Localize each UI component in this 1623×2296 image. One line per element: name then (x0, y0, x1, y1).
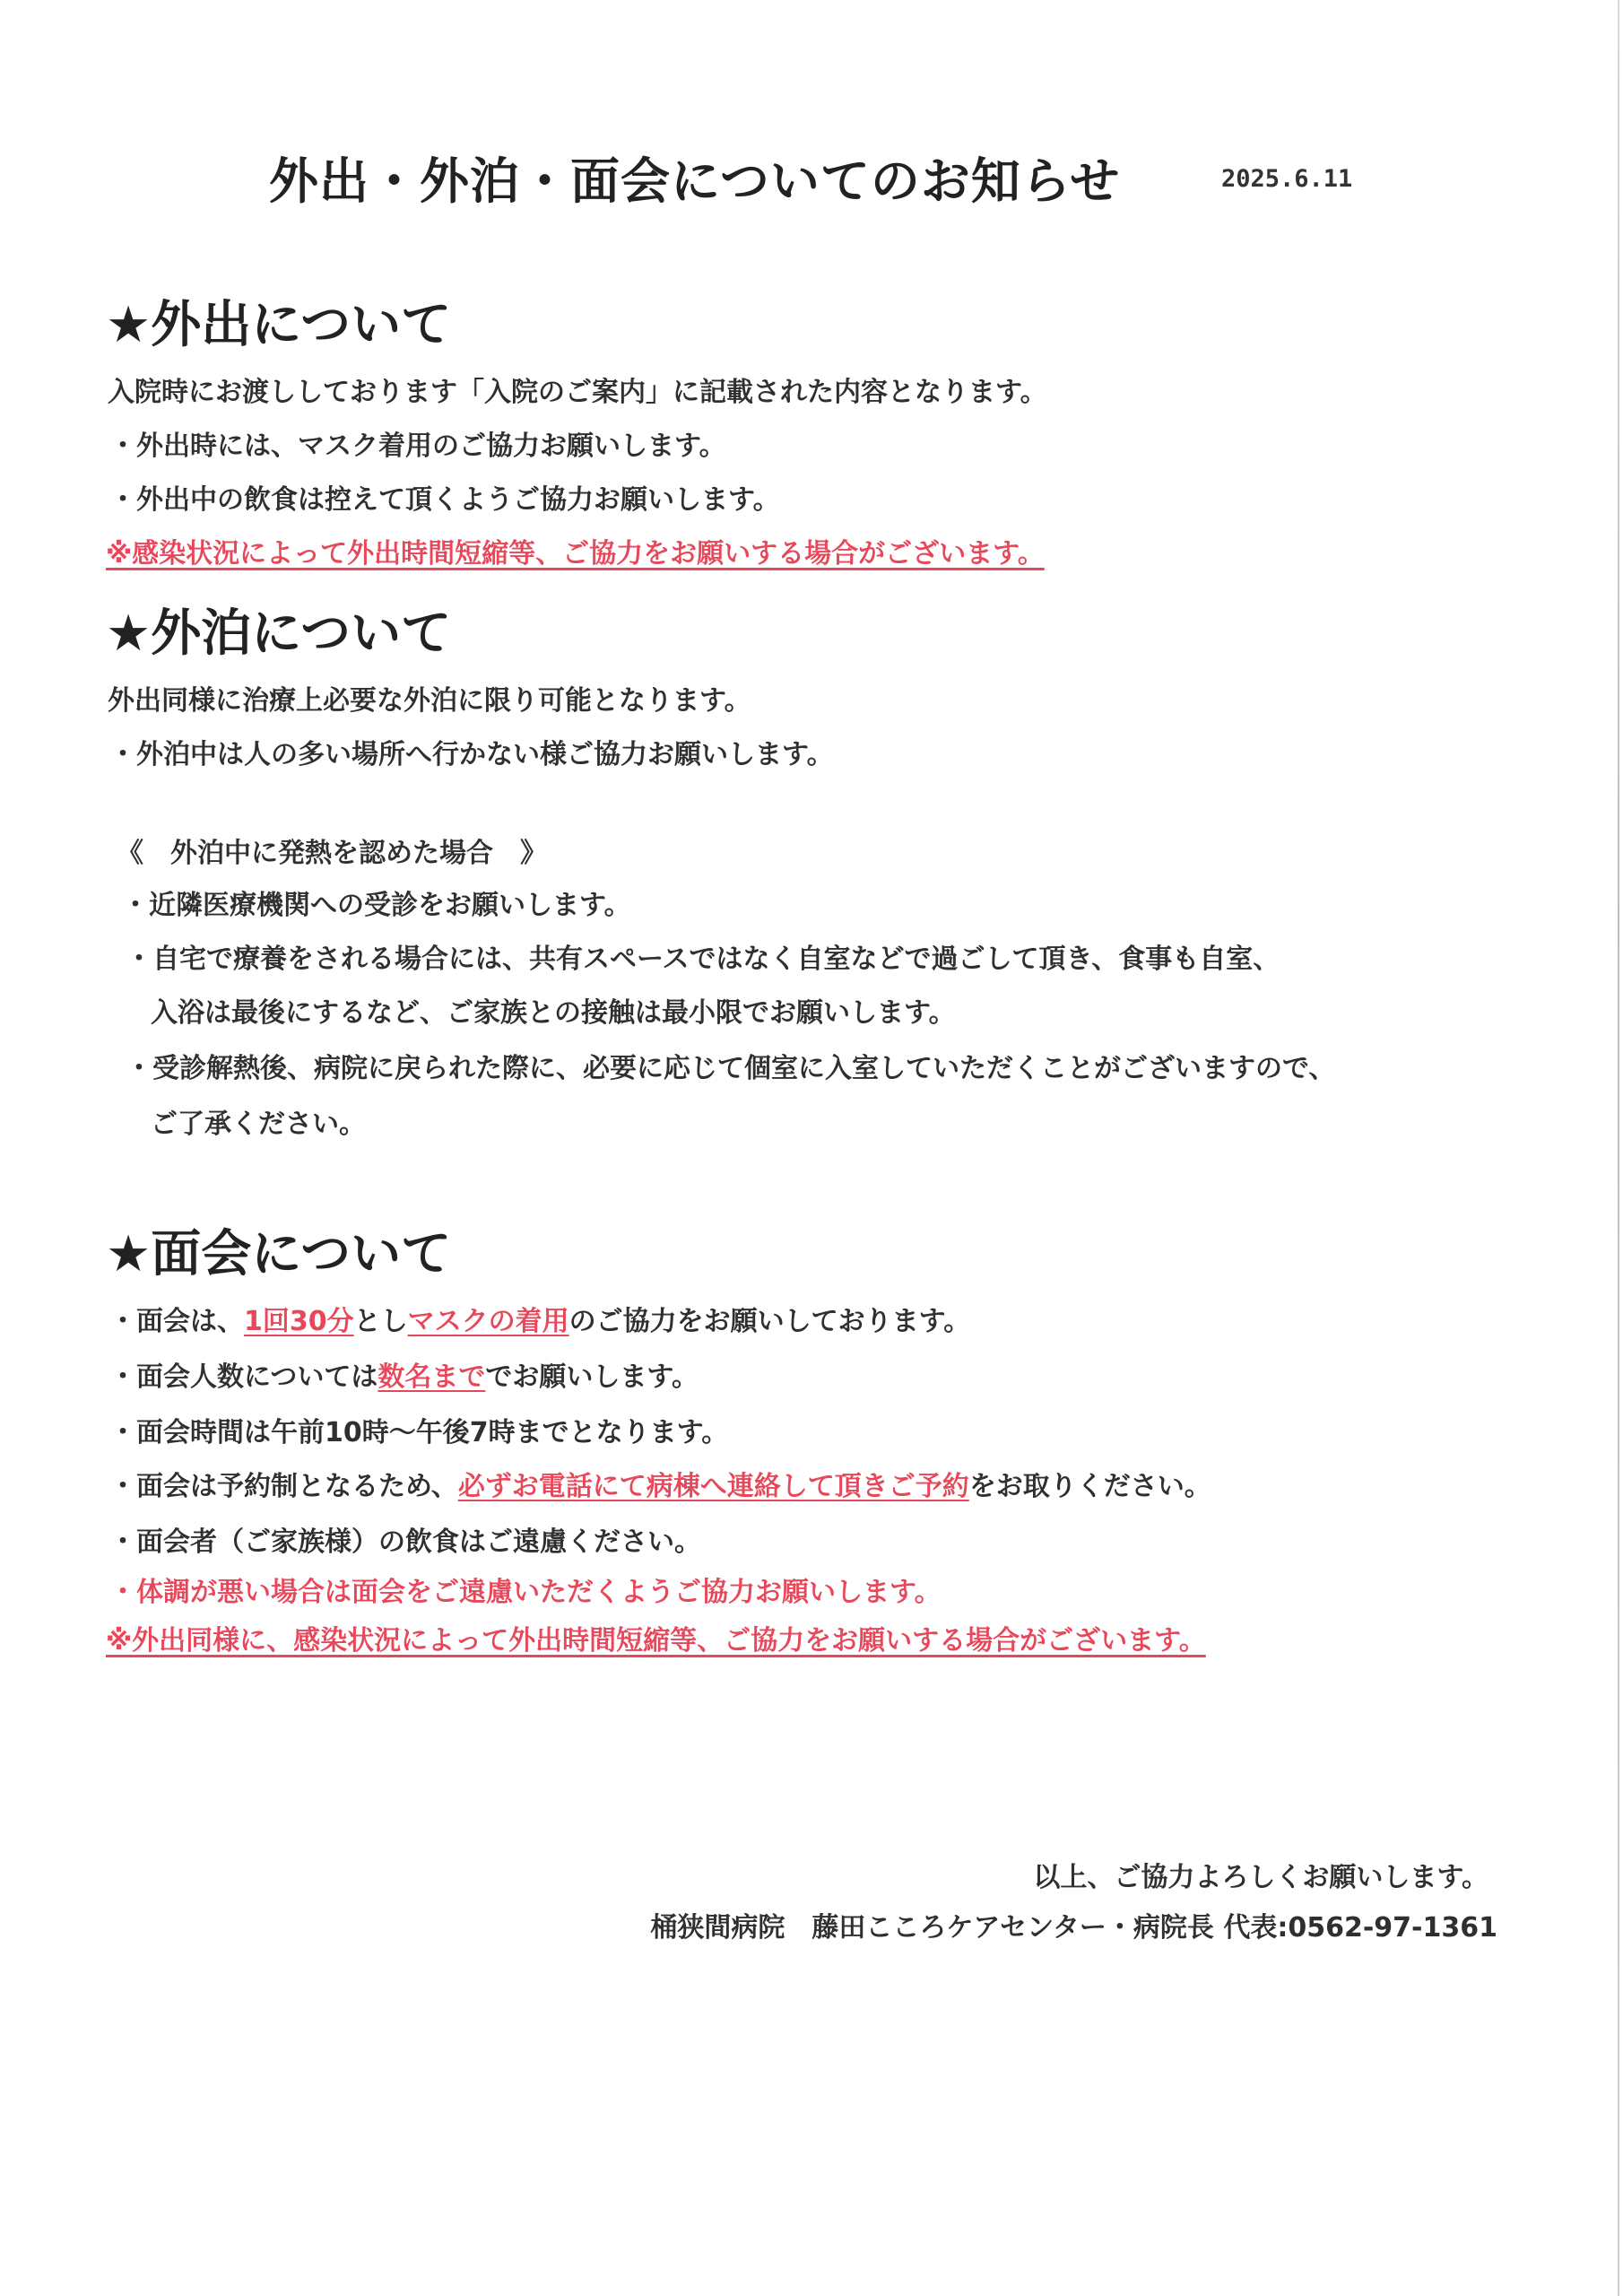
fever-item-home: ・自宅で療養をされる場合には、共有スペースではなく自室などで過ごして頂き、食事も自室、 (126, 944, 1280, 975)
visit-line1-c: とし (353, 1306, 408, 1337)
fever-item-home-cont: 入浴は最後にするなど、ご家族との接触は最小限でお願いします。 (151, 997, 956, 1029)
page-title: 外出・外泊・面会についてのお知らせ (269, 152, 1121, 210)
visit-reservation-highlight: 必ずお電話にて病棟へ連絡して頂きご予約 (457, 1471, 969, 1502)
visit-line-duration (109, 1304, 970, 1340)
fever-item-return-cont: ご了承ください。 (151, 1109, 366, 1140)
scan-edge (1618, 0, 1619, 2296)
visit-mask-highlight: マスクの着用 (407, 1306, 569, 1337)
outing-notice: ※感染状況によって外出時間短縮等、ご協力をお願いする場合がございます。 (106, 538, 1045, 570)
notice-date: 2025.6.11 (1221, 165, 1353, 193)
visit-duration-highlight: 1回30分 (244, 1306, 354, 1337)
outing-bullet-mask: ・外出時には、マスク着用のご協力お願いします。 (109, 430, 726, 462)
closing-thanks: 以上、ご協力よろしくお願いします。 (1033, 1862, 1488, 1893)
outing-heading: ★外出について (106, 296, 452, 354)
visit-notice: ※外出同様に、感染状況によって外出時間短縮等、ご協力をお願いする場合がございます。 (106, 1625, 1206, 1657)
outing-bullet-food: ・外出中の飲食は控えて頂くようご協力お願いします。 (109, 484, 780, 516)
closing-signature: 桶狭間病院 藤田こころケアセンター・病院長 代表:0562-97-1361 (650, 1912, 1497, 1944)
fever-heading: 《 外泊中に発熱を認めた場合 》 (117, 838, 547, 869)
visit-line-reservation (109, 1469, 1211, 1505)
visit-line4-a: ・面会は予約制となるため、 (109, 1471, 458, 1502)
visit-line-food: ・面会者（ご家族様）の飲食はご遠慮ください。 (109, 1526, 701, 1558)
overnight-heading: ★外泊について (106, 604, 452, 663)
overnight-intro: 外出同様に治療上必要な外泊に限り可能となります。 (108, 685, 751, 717)
overnight-bullet: ・外泊中は人の多い場所へ行かない様ご協力お願いします。 (109, 739, 834, 770)
visit-line1-e: のご協力をお願いしております。 (568, 1306, 971, 1337)
outing-intro: 入院時にお渡ししております「入院のご案内」に記載された内容となります。 (108, 377, 1047, 408)
visit-count-highlight: 数名まで (378, 1361, 486, 1393)
visit-line2-c: でお願いします。 (485, 1361, 699, 1393)
visit-line2-a: ・面会人数については (109, 1361, 378, 1393)
fever-item-return: ・受診解熱後、病院に戻られた際に、必要に応じて個室に入室していただくことがございますので、 (126, 1053, 1336, 1084)
title-row (0, 142, 1623, 210)
visit-line-count (109, 1360, 699, 1396)
visit-line1-a: ・面会は、 (109, 1306, 244, 1337)
visit-line4-c: をお取りください。 (968, 1471, 1211, 1502)
visit-heading: ★面会について (106, 1225, 452, 1283)
visit-line-hours: ・面会時間は午前10時～午後7時までとなります。 (109, 1417, 729, 1448)
fever-item-clinic: ・近隣医療機関への受診をお願いします。 (122, 890, 631, 921)
visit-line-health: ・体調が悪い場合は面会をご遠慮いただくようご協力お願いします。 (109, 1577, 942, 1608)
